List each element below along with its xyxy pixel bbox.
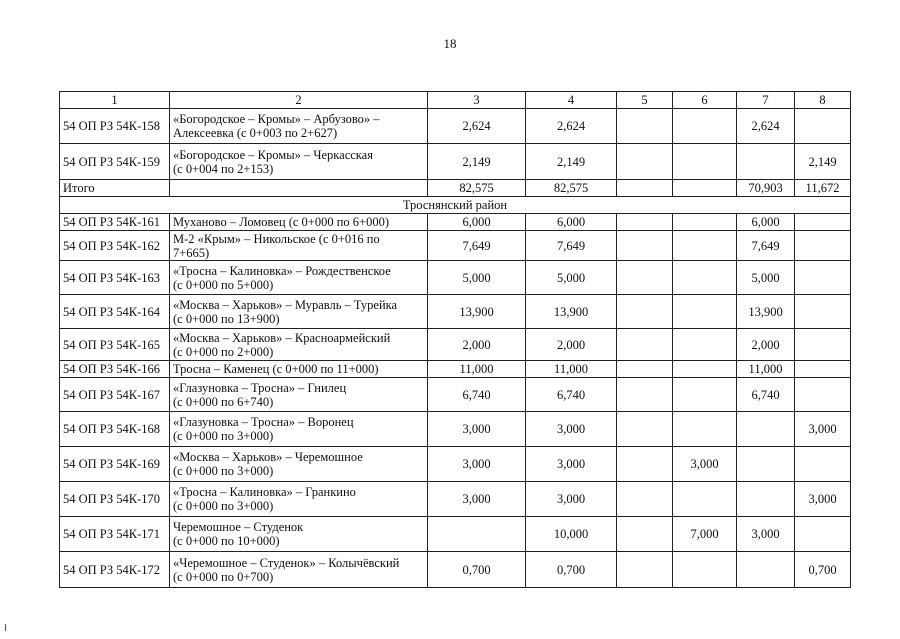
total-value-c8: 11,672 bbox=[795, 180, 851, 197]
value-cell-c6 bbox=[673, 552, 737, 588]
column-header: 4 bbox=[526, 92, 617, 109]
value-cell-c5 bbox=[617, 412, 673, 447]
value-cell-c5 bbox=[617, 231, 673, 261]
value-cell-c4: 10,000 bbox=[526, 517, 617, 552]
road-code-cell: 54 ОП РЗ 54К-161 bbox=[60, 214, 170, 231]
road-name-line: Черемошное – Студенок bbox=[173, 520, 304, 534]
total-value-c4: 82,575 bbox=[526, 180, 617, 197]
road-name-line: (с 0+000 по 2+000) bbox=[173, 344, 274, 359]
road-code-cell: 54 ОП РЗ 54К-171 bbox=[60, 517, 170, 552]
value-cell-c7 bbox=[737, 144, 795, 180]
value-cell-c3: 2,000 bbox=[428, 329, 526, 361]
road-name-line: «Черемошное – Студенок» – Колычёвский bbox=[173, 555, 400, 570]
value-cell-c4: 3,000 bbox=[526, 412, 617, 447]
value-cell-c4: 2,149 bbox=[526, 144, 617, 180]
value-cell-c4: 0,700 bbox=[526, 552, 617, 588]
road-name-line: Муханово – Ломовец (с 0+000 по 6+000) bbox=[173, 215, 390, 229]
column-header: 8 bbox=[795, 92, 851, 109]
value-cell-c4: 3,000 bbox=[526, 482, 617, 517]
road-name-line: М-2 «Крым» – Никольское (с 0+016 по bbox=[173, 231, 380, 246]
road-name-line: «Тросна – Калиновка» – Гранкино bbox=[173, 485, 356, 499]
road-name-line: «Тросна – Калиновка» – Рождественское bbox=[173, 263, 391, 278]
value-cell-c3: 0,700 bbox=[428, 552, 526, 588]
value-cell-c3: 3,000 bbox=[428, 447, 526, 482]
value-cell-c7 bbox=[737, 482, 795, 517]
table-row bbox=[60, 361, 851, 378]
value-cell-c5 bbox=[617, 144, 673, 180]
value-cell-c5 bbox=[617, 378, 673, 412]
value-cell-c5 bbox=[617, 361, 673, 378]
value-cell-c7: 7,649 bbox=[737, 231, 795, 261]
road-code-cell: 54 ОП РЗ 54К-165 bbox=[60, 329, 170, 361]
column-header: 3 bbox=[428, 92, 526, 109]
total-empty-cell bbox=[170, 180, 428, 197]
road-name-line: «Глазуновка – Тросна» – Гнилец bbox=[173, 380, 347, 395]
road-name-line: «Москва – Харьков» – Муравль – Турейка bbox=[173, 297, 398, 312]
column-header: 1 bbox=[60, 92, 170, 109]
table-row bbox=[60, 261, 851, 295]
value-cell-c5 bbox=[617, 447, 673, 482]
value-cell-c5 bbox=[617, 261, 673, 295]
road-name-cell bbox=[170, 482, 428, 517]
value-cell-c4: 11,000 bbox=[526, 361, 617, 378]
value-cell-c8 bbox=[795, 517, 851, 552]
column-header: 7 bbox=[737, 92, 795, 109]
road-name-line: (с 0+000 по 13+900) bbox=[173, 311, 280, 326]
value-cell-c6 bbox=[673, 109, 737, 144]
value-cell-c3: 13,900 bbox=[428, 295, 526, 329]
road-code-cell: 54 ОП РЗ 54К-158 bbox=[60, 109, 170, 144]
value-cell-c8 bbox=[795, 109, 851, 144]
roads-table bbox=[59, 91, 851, 588]
value-cell-c8 bbox=[795, 295, 851, 329]
value-cell-c7: 6,000 bbox=[737, 214, 795, 231]
road-name-cell bbox=[170, 214, 428, 231]
value-cell-c3: 3,000 bbox=[428, 482, 526, 517]
value-cell-c4: 2,000 bbox=[526, 329, 617, 361]
margin-mark bbox=[5, 624, 6, 631]
value-cell-c5 bbox=[617, 482, 673, 517]
value-cell-c6 bbox=[673, 378, 737, 412]
value-cell-c5 bbox=[617, 109, 673, 144]
value-cell-c3 bbox=[428, 517, 526, 552]
section-row bbox=[60, 197, 851, 214]
total-value-c7: 70,903 bbox=[737, 180, 795, 197]
table-row bbox=[60, 447, 851, 482]
value-cell-c8 bbox=[795, 447, 851, 482]
column-header: 6 bbox=[673, 92, 737, 109]
column-header: 5 bbox=[617, 92, 673, 109]
road-name-line: Тросна – Каменец (с 0+000 по 11+000) bbox=[173, 362, 379, 376]
value-cell-c7: 11,000 bbox=[737, 361, 795, 378]
table-row bbox=[60, 231, 851, 261]
value-cell-c8: 2,149 bbox=[795, 144, 851, 180]
value-cell-c4: 5,000 bbox=[526, 261, 617, 295]
section-title: Троснянский район bbox=[60, 197, 851, 214]
value-cell-c7 bbox=[737, 552, 795, 588]
road-name-line: «Богородское – Кромы» – Арбузово» – bbox=[173, 112, 380, 126]
value-cell-c8 bbox=[795, 378, 851, 412]
value-cell-c7: 13,900 bbox=[737, 295, 795, 329]
value-cell-c5 bbox=[617, 329, 673, 361]
value-cell-c7 bbox=[737, 412, 795, 447]
road-code-cell: 54 ОП РЗ 54К-169 bbox=[60, 447, 170, 482]
value-cell-c8 bbox=[795, 361, 851, 378]
value-cell-c4: 7,649 bbox=[526, 231, 617, 261]
value-cell-c5 bbox=[617, 552, 673, 588]
value-cell-c3: 7,649 bbox=[428, 231, 526, 261]
value-cell-c7: 2,000 bbox=[737, 329, 795, 361]
road-name-line: (с 0+000 по 3+000) bbox=[173, 499, 274, 513]
value-cell-c6 bbox=[673, 214, 737, 231]
column-header: 2 bbox=[170, 92, 428, 109]
road-name-line: «Москва – Харьков» – Красноармейский bbox=[173, 330, 391, 345]
value-cell-c7: 3,000 bbox=[737, 517, 795, 552]
value-cell-c6: 3,000 bbox=[673, 447, 737, 482]
value-cell-c5 bbox=[617, 295, 673, 329]
value-cell-c8 bbox=[795, 214, 851, 231]
road-name-line: (с 0+000 по 10+000) bbox=[173, 534, 280, 548]
table-row bbox=[60, 144, 851, 180]
road-name-line: «Москва – Харьков» – Черемошное bbox=[173, 450, 363, 464]
road-name-cell bbox=[170, 378, 428, 412]
value-cell-c6 bbox=[673, 412, 737, 447]
value-cell-c8 bbox=[795, 329, 851, 361]
road-code-cell: 54 ОП РЗ 54К-163 bbox=[60, 261, 170, 295]
page-number: 18 bbox=[443, 36, 457, 51]
road-name-line: (с 0+000 по 0+700) bbox=[173, 569, 274, 584]
value-cell-c7 bbox=[737, 447, 795, 482]
table-row bbox=[60, 482, 851, 517]
road-name-cell bbox=[170, 231, 428, 261]
road-name-line: «Богородское – Кромы» – Черкасская bbox=[173, 147, 373, 162]
road-code-cell: 54 ОП РЗ 54К-166 bbox=[60, 361, 170, 378]
road-name-cell bbox=[170, 447, 428, 482]
road-code-cell: 54 ОП РЗ 54К-168 bbox=[60, 412, 170, 447]
total-row bbox=[60, 180, 851, 197]
value-cell-c4: 2,624 bbox=[526, 109, 617, 144]
value-cell-c5 bbox=[617, 214, 673, 231]
road-name-cell bbox=[170, 144, 428, 180]
value-cell-c7: 2,624 bbox=[737, 109, 795, 144]
total-value-c5 bbox=[617, 180, 673, 197]
value-cell-c4: 6,000 bbox=[526, 214, 617, 231]
value-cell-c3: 5,000 bbox=[428, 261, 526, 295]
road-name-cell bbox=[170, 517, 428, 552]
value-cell-c8: 3,000 bbox=[795, 482, 851, 517]
value-cell-c6 bbox=[673, 482, 737, 517]
road-name-cell bbox=[170, 552, 428, 588]
table-row bbox=[60, 552, 851, 588]
value-cell-c8: 0,700 bbox=[795, 552, 851, 588]
road-name-cell bbox=[170, 361, 428, 378]
total-value-c6 bbox=[673, 180, 737, 197]
road-name-line: (с 0+000 по 3+000) bbox=[173, 429, 274, 443]
road-code-cell: 54 ОП РЗ 54К-172 bbox=[60, 552, 170, 588]
value-cell-c6 bbox=[673, 261, 737, 295]
value-cell-c8 bbox=[795, 261, 851, 295]
total-label-cell: Итого bbox=[60, 180, 170, 197]
value-cell-c3: 6,000 bbox=[428, 214, 526, 231]
road-name-line: Алексеевка (с 0+003 по 2+627) bbox=[173, 126, 338, 140]
table-row bbox=[60, 214, 851, 231]
value-cell-c7: 6,740 bbox=[737, 378, 795, 412]
road-name-line: (с 0+000 по 6+740) bbox=[173, 394, 274, 409]
table-row bbox=[60, 295, 851, 329]
road-name-cell bbox=[170, 261, 428, 295]
table-row bbox=[60, 412, 851, 447]
road-name-cell bbox=[170, 412, 428, 447]
road-code-cell: 54 ОП РЗ 54К-167 bbox=[60, 378, 170, 412]
road-name-line: 7+665) bbox=[173, 245, 210, 260]
road-name-line: «Глазуновка – Тросна» – Воронец bbox=[173, 415, 354, 429]
value-cell-c3: 11,000 bbox=[428, 361, 526, 378]
value-cell-c7: 5,000 bbox=[737, 261, 795, 295]
value-cell-c3: 3,000 bbox=[428, 412, 526, 447]
road-code-cell: 54 ОП РЗ 54К-164 bbox=[60, 295, 170, 329]
table-row bbox=[60, 329, 851, 361]
value-cell-c6 bbox=[673, 361, 737, 378]
table-row bbox=[60, 517, 851, 552]
value-cell-c4: 6,740 bbox=[526, 378, 617, 412]
value-cell-c6: 7,000 bbox=[673, 517, 737, 552]
table-row bbox=[60, 109, 851, 144]
road-code-cell: 54 ОП РЗ 54К-170 bbox=[60, 482, 170, 517]
value-cell-c4: 13,900 bbox=[526, 295, 617, 329]
road-code-cell: 54 ОП РЗ 54К-162 bbox=[60, 231, 170, 261]
value-cell-c8 bbox=[795, 231, 851, 261]
value-cell-c5 bbox=[617, 517, 673, 552]
total-value-c3: 82,575 bbox=[428, 180, 526, 197]
value-cell-c8: 3,000 bbox=[795, 412, 851, 447]
table-header-row bbox=[60, 92, 851, 109]
road-name-cell bbox=[170, 295, 428, 329]
value-cell-c3: 2,624 bbox=[428, 109, 526, 144]
value-cell-c3: 6,740 bbox=[428, 378, 526, 412]
road-name-line: (с 0+000 по 3+000) bbox=[173, 464, 274, 478]
table-row bbox=[60, 378, 851, 412]
value-cell-c3: 2,149 bbox=[428, 144, 526, 180]
road-name-cell bbox=[170, 329, 428, 361]
road-name-cell bbox=[170, 109, 428, 144]
value-cell-c6 bbox=[673, 295, 737, 329]
road-name-line: (с 0+004 по 2+153) bbox=[173, 161, 274, 176]
road-name-line: (с 0+000 по 5+000) bbox=[173, 277, 274, 292]
value-cell-c6 bbox=[673, 231, 737, 261]
value-cell-c6 bbox=[673, 329, 737, 361]
value-cell-c6 bbox=[673, 144, 737, 180]
value-cell-c4: 3,000 bbox=[526, 447, 617, 482]
road-code-cell: 54 ОП РЗ 54К-159 bbox=[60, 144, 170, 180]
